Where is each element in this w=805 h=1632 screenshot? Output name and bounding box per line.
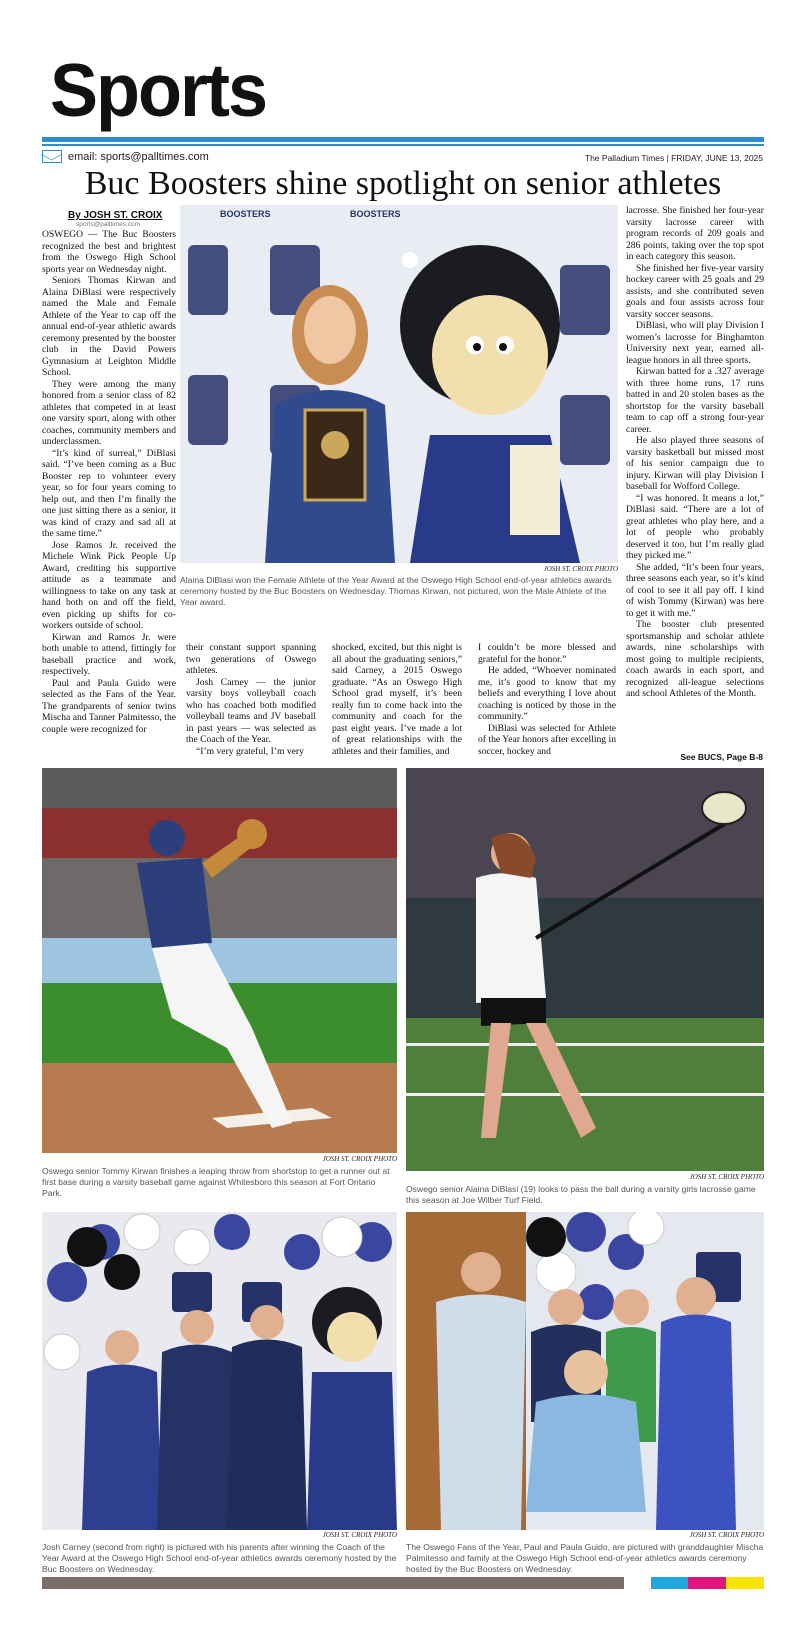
article-column-5: [626, 205, 764, 700]
main-photo-image: [180, 205, 618, 563]
lacrosse-photo: [406, 768, 764, 1171]
byline: By JOSH ST. CROIX: [68, 210, 163, 221]
photo-caption: Alaina DiBlasi won the Female Athlete of the Year Award at the Oswego High School end-of-year athletics awards ceremony hosted by the Buc Boosters on Wednesday. Thomas Kirwan, not pictured, won the Male Athlete of the Year award.: [180, 575, 612, 607]
cyan-swatch: [651, 1577, 688, 1589]
byline-email: sports@palltimes.com: [76, 221, 141, 228]
photo-caption: Josh Carney (second from right) is pictured with his parents after winning the Coach of the Year Award at the Oswego High School end-of-year athletics awards ceremony hosted by the Buc Boosters on Wednesday.: [42, 1542, 397, 1574]
photo-caption: Oswego senior Alaina DiBlasi (19) looks to pass the ball during a varsity girls lacrosse game this season at Joe Wilber Turf Field.: [406, 1184, 756, 1205]
paragraph: Jose Ramos Jr. received the Michele Wink Pick People Up Award, crediting his supportive attitude as a teammate and willingness to take on any task at hand both on and off the field, even picking up shifts for co-workers outside of school.: [42, 539, 176, 631]
fans-photo-image: [406, 1212, 764, 1530]
article-column-2: [186, 642, 316, 757]
yellow-swatch: [726, 1577, 764, 1589]
photo-credit: JOSH ST. CROIX PHOTO: [322, 1155, 397, 1163]
paragraph: The booster club presented sportsmanship and scholar athlete awards, nine scholarships with most going to multiple recipients, coach awards in each sport, and recognized all-league selections and school Athletes of the Month.: [626, 619, 764, 699]
paragraph: shocked, excited, but this night is all about the graduating seniors,” said Carney, a 2015 Oswego graduate. “As an Oswego High School grad myself, it’s been really fun to come back into the community and coach for the past eight years. I’ve made a lot of great relationships with the athletes and their families, and: [332, 642, 462, 757]
paragraph: Seniors Thomas Kirwan and Alaina DiBlasi were respectively named the Male and Female Athlete of the Year to cap off the annual end-of-year athletic awards ceremony presented by the booster club in the David Powers Gymnasium at Leighton Middle School.: [42, 275, 176, 378]
lacrosse-photo-image: [406, 768, 764, 1171]
photo-caption: The Oswego Fans of the Year, Paul and Paula Guido, are pictured with granddaughter Mischa Palmitesso and family at the Oswego High School end-of-year athletics awards ceremony hosted by the Buc Boosters on Wednesday.: [406, 1542, 764, 1574]
mail-icon: [42, 150, 62, 163]
paragraph: She finished her five-year varsity hockey career with 25 goals and 29 assists, and she contributed seven goals and four assists across four varsity soccer seasons.: [626, 262, 764, 320]
backdrop-text: BOOSTERS: [350, 209, 401, 219]
paragraph: DiBlasi, who will play Division I women’s lacrosse for Binghamton University next year, earned all-league honors in all three sports.: [626, 320, 764, 366]
paragraph: their constant support spanning two generations of Oswego athletes.: [186, 642, 316, 676]
paragraph: “It’s kind of surreal,” DiBlasi said. “I’ve been coming as a Buc Booster rep to volunteer every year, so for four years coming to help out, and then I’m finally the one just sitting there as a senior, it was kind of crazy and sad all at the same time.”: [42, 447, 176, 539]
paragraph: Josh Carney — the junior varsity boys volleyball coach who has coached both modified volleyball teams and JV baseball in past years — was selected as the Coach of the Year.: [186, 676, 316, 745]
paragraph: She added, “It’s been four years, three seasons each year, so it’s kind of cool to see it all pay off. I kind of wish Tommy (Kirwan) was here to get it with me.”: [626, 561, 764, 619]
paragraph: They were among the many honored from a senior class of 82 athletes that competed in at least one varsity sport, along with other coaches, community members and underclassmen.: [42, 378, 176, 447]
photo-credit: JOSH ST. CROIX PHOTO: [689, 1531, 764, 1539]
folio: The Palladium Times | FRIDAY, JUNE 13, 2025: [584, 153, 763, 163]
article-column-1: [42, 229, 176, 735]
backdrop-text: BOOSTERS: [220, 209, 271, 219]
article-column-4: [478, 642, 616, 757]
photo-credit: JOSH ST. CROIX PHOTO: [689, 1173, 764, 1181]
masthead-rule: [42, 137, 764, 142]
photo-credit: JOSH ST. CROIX PHOTO: [543, 565, 618, 573]
section-title: Sports: [50, 49, 267, 133]
photo-credit: JOSH ST. CROIX PHOTO: [322, 1531, 397, 1539]
baseball-photo: [42, 768, 397, 1153]
paragraph: lacrosse. She finished her four-year varsity lacrosse career with program records of 209 goals and 286 points, taking over the top spot in each category this season.: [626, 205, 764, 262]
coach-photo: [42, 1212, 397, 1530]
jump-line: See BUCS, Page B-8: [680, 752, 763, 762]
paragraph: Kirwan batted for a .327 average with three home runs, 17 runs batted in and 20 stolen bases as the shortstop for the varsity baseball team to cap off a strong four-year career.: [626, 366, 764, 435]
magenta-swatch: [688, 1577, 726, 1589]
paragraph: Kirwan and Ramos Jr. were both unable to attend, fittingly for baseball practice and work, respectively.: [42, 631, 176, 677]
paragraph: He also played three seasons of varsity basketball but missed most of his senior campaign due to injury. Kirwan will play Division I baseball for Wofford College.: [626, 435, 764, 492]
email-row[interactable]: [42, 150, 209, 163]
headline: Buc Boosters shine spotlight on senior athletes: [84, 165, 722, 202]
baseball-photo-image: [42, 768, 397, 1153]
paragraph: I couldn’t be more blessed and grateful for the honor.”: [478, 642, 616, 665]
paragraph: “I was honored. It means a lot,” DiBlasi said. “There are a lot of great athletes who play here, and a lot of people who probably deserved it too, but I’m really glad they picked me.”: [626, 492, 764, 561]
coach-photo-image: [42, 1212, 397, 1530]
main-photo: [180, 205, 618, 563]
paragraph: “I’m very grateful, I’m very: [196, 745, 304, 757]
paragraph: OSWEGO — The Buc Boosters recognized the best and brightest from the Oswego High School sports year on Wednesday night.: [42, 229, 176, 275]
masthead-rule-thin: [42, 144, 764, 146]
footer-bar: [42, 1577, 624, 1589]
fans-photo: [406, 1212, 764, 1530]
paragraph: DiBlasi was selected for Athlete of the Year honors after excelling in soccer, hockey and: [478, 722, 616, 757]
paragraph: Paul and Paula Guido were selected as the Fans of the Year. The grandparents of senior twins Mischa and Tanner Palmitesso, the couple were recognized for: [42, 677, 176, 735]
email-address[interactable]: email: sports@palltimes.com: [68, 150, 209, 163]
photo-caption: Oswego senior Tommy Kirwan finishes a leaping throw from shortstop to get a runner out at first base during a varsity baseball game against Whitesboro this season at Fort Ontario Park.: [42, 1166, 390, 1198]
paragraph: He added, “Whoever nominated me, it’s good to know that my beliefs and everything I love about coaching is noticed by those in the community.”: [478, 665, 616, 722]
article-column-3: [332, 642, 462, 757]
